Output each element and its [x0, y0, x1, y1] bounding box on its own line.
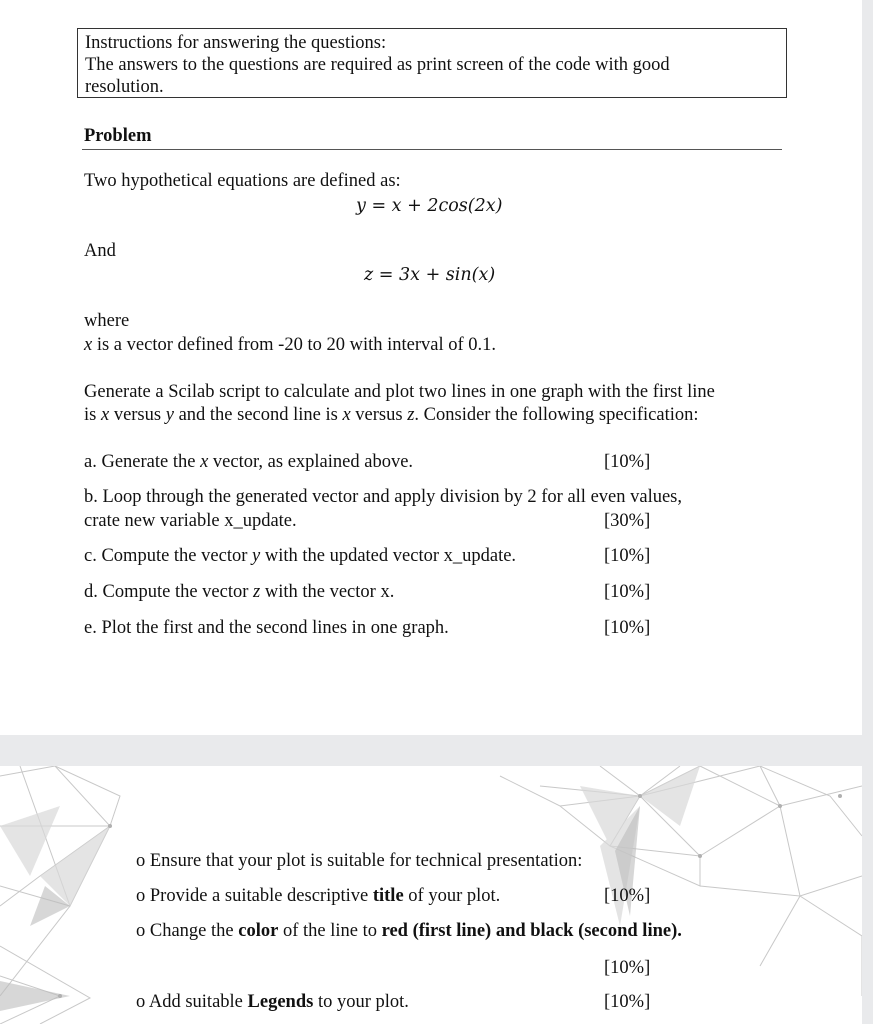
sub-item-title-weight: [10%] — [604, 886, 651, 906]
instructions-text: The answers to the questions are required as print screen of the code with good — [85, 55, 670, 75]
problem-divider — [82, 149, 782, 150]
item-e: e. Plot the first and the second lines in one graph. — [84, 618, 449, 638]
task-line-1: Generate a Scilab script to calculate and plot two lines in one graph with the first line — [84, 382, 715, 402]
sub-item-color: o Change the color of the line to red (first line) and black (second line). — [136, 921, 682, 941]
instructions-box — [77, 28, 787, 98]
sub-item-presentation: o Ensure that your plot is suitable for technical presentation: — [136, 851, 583, 871]
document-page-2 — [0, 766, 862, 1024]
equation-z: z = 3x + sin(x) — [364, 265, 496, 285]
sub-item-legends: o Add suitable Legends to your plot. — [136, 992, 409, 1012]
item-d-weight: [10%] — [604, 582, 651, 602]
item-a: a. Generate the x vector, as explained above. — [84, 452, 414, 472]
item-c: c. Compute the vector y with the updated vector x_update. — [84, 546, 517, 566]
item-d: d. Compute the vector z with the vector x. — [84, 582, 395, 602]
item-a-weight: [10%] — [604, 452, 651, 472]
x-definition: x is a vector defined from -20 to 20 with interval of 0.1. — [84, 335, 497, 355]
item-b-cont: crate new variable x_update. — [84, 511, 297, 531]
sub-item-color-weight: [10%] — [604, 958, 651, 978]
and-label: And — [84, 241, 116, 261]
problem-intro: Two hypothetical equations are defined as: — [84, 171, 401, 191]
item-b-weight: [30%] — [604, 511, 651, 531]
item-c-weight: [10%] — [604, 546, 651, 566]
problem-heading: Problem — [84, 126, 152, 146]
sub-item-legends-weight: [10%] — [604, 992, 651, 1012]
instructions-text-cont: resolution. — [85, 77, 164, 97]
item-b: b. Loop through the generated vector and apply division by 2 for all even values, — [84, 487, 682, 507]
sub-item-title: o Provide a suitable descriptive title of your plot. — [136, 886, 501, 906]
item-e-weight: [10%] — [604, 618, 651, 638]
task-line-2: is x versus y and the second line is x versus z. Consider the following specification: — [84, 405, 699, 425]
equation-y: y = x + 2cos(2x) — [356, 196, 503, 216]
where-label: where — [84, 311, 130, 331]
instructions-title: Instructions for answering the questions: — [85, 33, 387, 53]
